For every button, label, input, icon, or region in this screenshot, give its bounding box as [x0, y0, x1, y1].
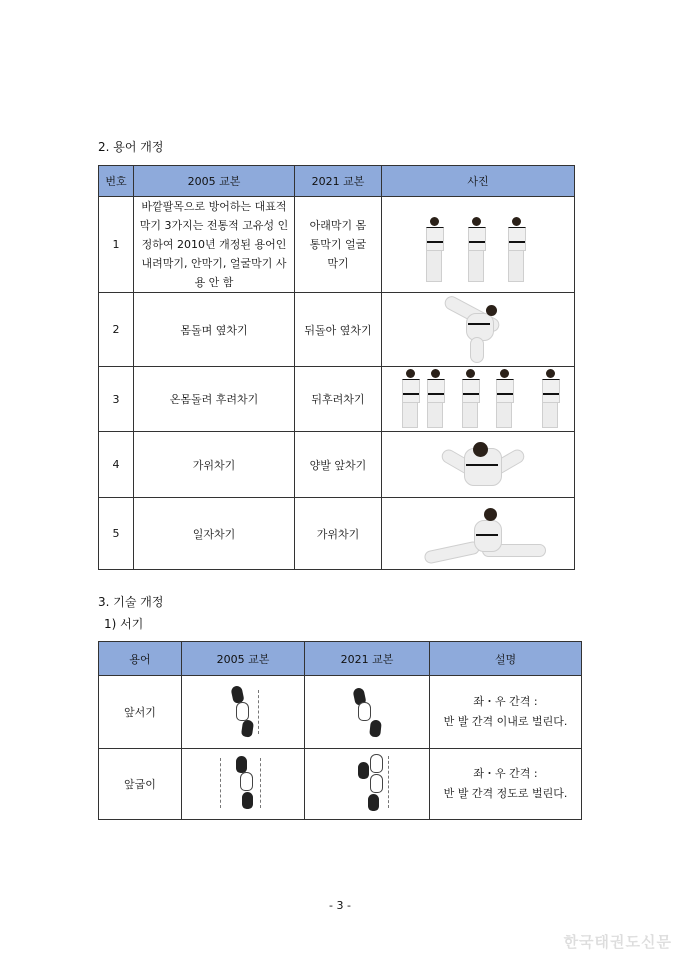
header-term: 용어 [99, 642, 182, 676]
diagram-cell [305, 749, 430, 820]
spacing-label: 좌・우 간격 : [473, 695, 538, 708]
new-term: 뒤돌아 옆차기 [295, 293, 382, 367]
photo-cell [382, 432, 575, 498]
header-2005: 2005 교본 [182, 642, 305, 676]
side-kick-photo [382, 295, 574, 365]
photo-cell [382, 498, 575, 570]
header-2005: 2005 교본 [134, 166, 295, 197]
table-row [99, 367, 575, 432]
old-term: 일자차기 [134, 498, 295, 570]
row-number: 1 [99, 197, 134, 293]
header-2021: 2021 교본 [305, 642, 430, 676]
page-number: - 3 - [329, 899, 351, 912]
section3-heading: 3. 기술 개정 [98, 595, 164, 609]
description-cell [430, 676, 582, 749]
split-kick-photo [382, 500, 574, 568]
block-photo [382, 202, 574, 288]
new-term: 양발 앞차기 [295, 432, 382, 498]
table-row [99, 197, 575, 293]
spacing-description: 반 발 간격 정도로 벌린다. [443, 787, 568, 800]
row-number: 2 [99, 293, 134, 367]
watermark-logo: 한국태권도신문 [563, 933, 672, 951]
stance-subheading: 1) 서기 [104, 617, 144, 631]
stance-diagram-2021 [330, 680, 404, 744]
stance-diagram-2005 [206, 680, 280, 744]
old-term: 몸돌며 옆차기 [134, 293, 295, 367]
row-number: 3 [99, 367, 134, 432]
section2-heading: 2. 용어 개정 [98, 140, 164, 154]
diagram-cell [182, 676, 305, 749]
table-row [99, 749, 582, 820]
old-term: 온몸돌려 후려차기 [134, 367, 295, 432]
diagram-cell [182, 749, 305, 820]
double-front-kick-photo [382, 434, 574, 496]
row-number: 5 [99, 498, 134, 570]
spin-kick-sequence-photo [382, 368, 574, 430]
stance-diagram-2021 [330, 752, 404, 816]
header-number: 번호 [99, 166, 134, 197]
stance-term: 앞굽이 [99, 749, 182, 820]
header-description: 설명 [430, 642, 582, 676]
table-row [99, 676, 582, 749]
table-row [99, 432, 575, 498]
photo-cell [382, 367, 575, 432]
table-row [99, 498, 575, 570]
photo-cell [382, 293, 575, 367]
photo-cell [382, 197, 575, 293]
new-term: 아래막기 몸통막기 얼굴막기 [295, 197, 382, 293]
stance-term: 앞서기 [99, 676, 182, 749]
header-2021: 2021 교본 [295, 166, 382, 197]
term-revision-table [98, 165, 575, 570]
spacing-label: 좌・우 간격 : [473, 767, 538, 780]
header-photo: 사진 [382, 166, 575, 197]
stance-diagram-2005 [206, 752, 280, 816]
new-term: 가위차기 [295, 498, 382, 570]
technique-revision-table [98, 641, 582, 820]
description-cell [430, 749, 582, 820]
old-term: 바깥팔목으로 방어하는 대표적 막기 3가지는 전통적 고유성 인정하여 2010년 개정된 용어인 내려막기, 안막기, 얼굴막기 사용 안 함 [134, 197, 295, 293]
old-term: 가위차기 [134, 432, 295, 498]
row-number: 4 [99, 432, 134, 498]
table-row [99, 293, 575, 367]
spacing-description: 반 발 간격 이내로 벌린다. [443, 715, 568, 728]
diagram-cell [305, 676, 430, 749]
new-term: 뒤후려차기 [295, 367, 382, 432]
